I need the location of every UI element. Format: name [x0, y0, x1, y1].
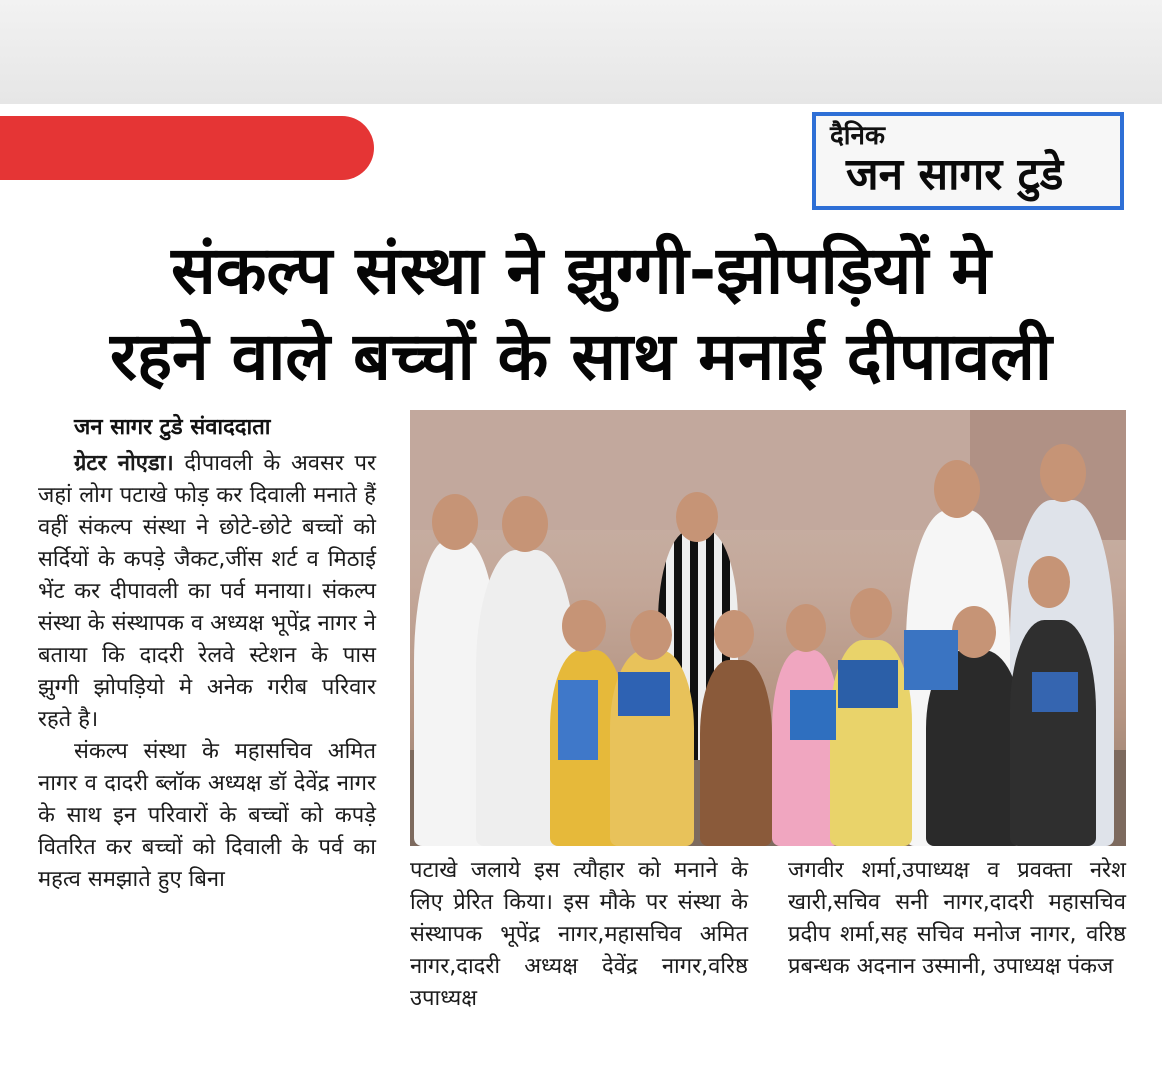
person-head-2	[502, 496, 548, 552]
person-child-head-6	[952, 606, 996, 658]
red-banner-shape	[0, 116, 374, 180]
dateline: ग्रेटर नोएडा।	[74, 451, 174, 476]
person-child-head-1	[562, 600, 606, 652]
headline-line-2: रहने वाले बच्चों के साथ मनाई दीपावली	[109, 318, 1053, 395]
person-child-head-5	[850, 588, 892, 638]
person-child-head-3	[714, 610, 754, 658]
masthead-title: जन सागर टुडे	[846, 149, 1064, 200]
person-head-3	[676, 492, 718, 542]
person-head-1	[432, 494, 478, 550]
person-head-4	[934, 460, 980, 518]
jeans-bundle-5	[904, 630, 958, 690]
paragraph-3: पटाखे जलाये इस त्यौहार को मनाने के लिए प्रेरित किया। इस मौके पर संस्था के संस्थापक भूपेंद्र नागर,महासचिव अमित नागर,दादरी अध्यक्ष देवेंद्र नागर,वरिष्ठ उपाध्यक्ष	[410, 858, 748, 1011]
person-child-head-7	[1028, 556, 1070, 608]
person-child-7	[1010, 620, 1096, 846]
jeans-bundle-6	[1032, 672, 1078, 712]
paragraph-2: संकल्प संस्था के महासचिव अमित नागर व दादरी ब्लॉक अध्यक्ष डॉ देवेंद्र नागर के साथ इन परिवारों के बच्चों को कपड़े वितरित कर बच्चों को दिवाली के पर्व का महत्व समझाते हुए बिना	[38, 739, 376, 892]
article-column-2	[410, 855, 748, 1015]
top-background-band	[0, 0, 1162, 104]
jeans-bundle-3	[790, 690, 836, 740]
paragraph-1	[38, 448, 376, 736]
person-child-3	[700, 660, 772, 846]
jeans-bundle-1	[558, 680, 598, 760]
masthead-subtitle: दैनिक	[830, 121, 885, 151]
article-headline	[20, 228, 1142, 400]
newspaper-masthead	[812, 112, 1124, 210]
article-column-1	[38, 448, 376, 896]
jeans-bundle-4	[838, 660, 898, 708]
byline: जन सागर टुडे संवाददाता	[74, 415, 271, 440]
person-child-head-4	[786, 604, 826, 652]
headline-line-1: संकल्प संस्था ने झुग्गी-झोपड़ियों मे	[171, 232, 991, 309]
group-photo	[410, 410, 1126, 846]
person-child-head-2	[630, 610, 672, 660]
person-head-5	[1040, 444, 1086, 502]
paragraph-4: जगवीर शर्मा,उपाध्यक्ष व प्रवक्ता नरेश खारी,सचिव सनी नागर,दादरी महासचिव प्रदीप शर्मा,सह सचिव मनोज नागर, वरिष्ठ प्रबन्धक अदनान उस्मानी, उपाध्यक्ष पंकज	[788, 858, 1126, 979]
paragraph-1-text: दीपावली के अवसर पर जहां लोग पटाखे फोड़ कर दिवाली मनाते हैं वहीं संकल्प संस्था ने छोटे-छोटे बच्चों को सर्दियों के कपड़े जैकट,जींस शर्ट व मिठाई भेंट कर दीपावली का पर्व मनाया। संकल्प संस्था के संस्थापक व अध्यक्ष भूपेंद्र नागर ने बताया कि दादरी रेलवे स्टेशन के पास झुग्गी झोपड़ियो मे अनेक गरीब परिवार रहते है।	[38, 451, 376, 732]
article-column-3	[788, 855, 1126, 983]
jeans-bundle-2	[618, 672, 670, 716]
